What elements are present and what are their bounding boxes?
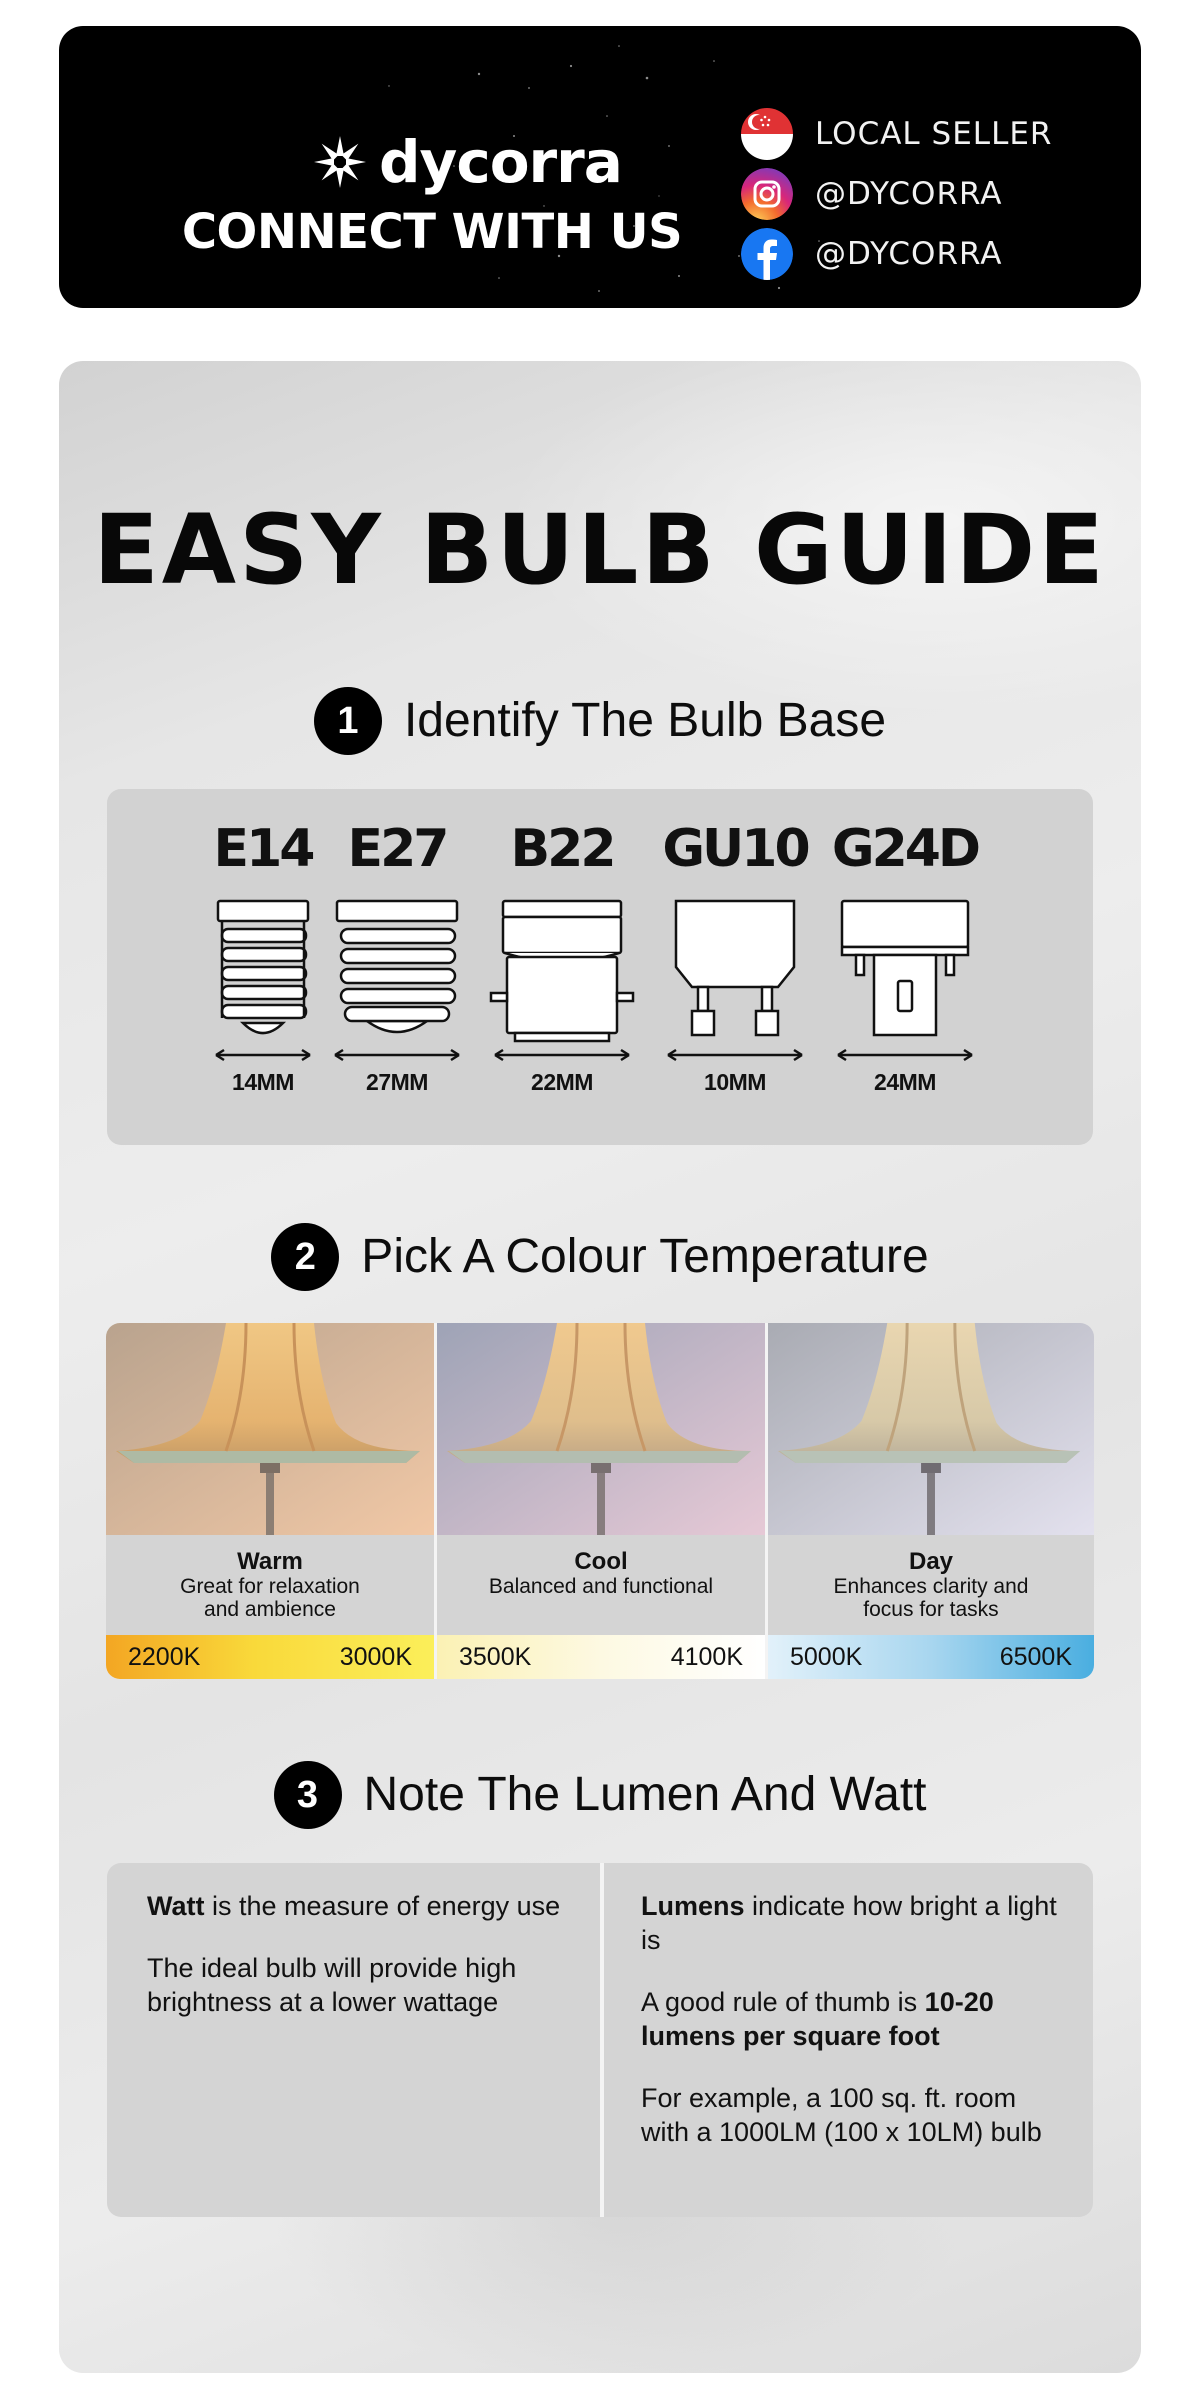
- gu10-base-icon: [660, 893, 810, 1063]
- warm-lamp-photo: [106, 1323, 434, 1535]
- base-name: B22: [510, 819, 614, 879]
- watt-column: [147, 1889, 567, 2047]
- temperature-desc-line2: and ambience: [204, 1598, 336, 1621]
- lumens-definition-text: indicate how bright a light is: [641, 1891, 1057, 1955]
- rule-value: 10-20 lumens per square foot: [641, 1987, 994, 2051]
- brand-logo: [309, 130, 622, 194]
- temperature-warm: [106, 1323, 434, 1679]
- social-item-local-seller[interactable]: [741, 104, 1052, 164]
- temperature-cool: [437, 1323, 765, 1679]
- base-name: GU10: [662, 819, 808, 879]
- bulb-guide-card: [59, 361, 1141, 2373]
- base-size: 14MM: [232, 1069, 294, 1095]
- step-3-heading: [59, 1761, 1141, 1829]
- base-size: 22MM: [531, 1069, 593, 1095]
- base-g24d: [830, 819, 980, 1096]
- watt-tip: The ideal bulb will provide high brightness at a lower wattage: [147, 1953, 517, 2017]
- instagram-icon: [741, 168, 793, 220]
- step-2-heading: [59, 1223, 1141, 1291]
- temperature-name: Day: [908, 1548, 954, 1575]
- lumens-column: [641, 1889, 1071, 2177]
- base-size: 24MM: [874, 1069, 936, 1095]
- social-label-instagram: @DYCORRA: [815, 176, 1003, 212]
- watt-definition-text: is the measure of energy use: [204, 1891, 561, 1921]
- lumen-example: For example, a 100 sq. ft. room with a 1000LM (100 x 10LM) bulb: [641, 2083, 1042, 2147]
- temperature-info: [106, 1535, 434, 1635]
- base-b22: [487, 819, 637, 1096]
- cool-lamp-photo: [437, 1323, 765, 1535]
- step-title: Pick A Colour Temperature: [361, 1230, 929, 1283]
- singapore-flag-icon: [741, 108, 793, 160]
- temperature-range-bar: [106, 1635, 434, 1679]
- g24d-base-icon: [830, 893, 980, 1063]
- lumen-watt-panel: [107, 1863, 1093, 2217]
- social-label-local-seller: LOCAL SELLER: [815, 116, 1053, 152]
- rule-prefix: A good rule of thumb is: [641, 1987, 925, 2017]
- base-size: 10MM: [704, 1069, 766, 1095]
- step-title: Identify The Bulb Base: [403, 694, 887, 747]
- temperature-info: [768, 1535, 1094, 1635]
- base-e14: [188, 819, 338, 1096]
- temperature-range-bar: [768, 1635, 1094, 1679]
- temperature-max: 3000K: [339, 1642, 412, 1671]
- page-title: EASY BULB GUIDE: [93, 494, 1107, 606]
- day-lamp-photo: [768, 1323, 1094, 1535]
- e27-base-icon: [327, 893, 467, 1063]
- base-e27: [322, 819, 472, 1096]
- rule-of-thumb: [641, 1985, 1071, 2053]
- social-label-facebook: @DYCORRA: [815, 236, 1003, 272]
- e14-base-icon: [208, 893, 318, 1063]
- base-name: E14: [213, 819, 313, 879]
- temperature-name: Cool: [574, 1548, 628, 1575]
- facebook-icon: [741, 228, 793, 280]
- temperature-max: 4100K: [670, 1642, 743, 1671]
- temperature-day: [768, 1323, 1094, 1679]
- dycorra-logo-icon: [309, 131, 371, 193]
- b22-base-icon: [487, 893, 637, 1063]
- social-item-facebook[interactable]: [741, 224, 1052, 284]
- temperature-info: [437, 1535, 765, 1635]
- temperature-desc-line1: Great for relaxation: [180, 1575, 360, 1598]
- social-item-instagram[interactable]: [741, 164, 1052, 224]
- temperature-range-bar: [437, 1635, 765, 1679]
- connect-heading: CONNECT WITH US: [181, 204, 683, 260]
- column-divider: [600, 1863, 604, 2217]
- colour-temperature-panel: [106, 1323, 1094, 1679]
- step-title: Note The Lumen And Watt: [363, 1768, 927, 1821]
- step-number-badge: 1: [314, 687, 382, 755]
- social-banner: [59, 26, 1141, 308]
- social-links: [741, 104, 1052, 284]
- temperature-max: 6500K: [999, 1642, 1072, 1671]
- temperature-name: Warm: [237, 1548, 303, 1575]
- brand-name: dycorra: [379, 128, 622, 196]
- base-name: G24D: [831, 819, 979, 879]
- temperature-desc-line2: focus for tasks: [863, 1598, 999, 1621]
- step-number-badge: 3: [274, 1761, 342, 1829]
- temperature-min: 5000K: [790, 1642, 863, 1671]
- bulb-base-panel: [107, 789, 1093, 1145]
- watt-definition: [147, 1889, 567, 1923]
- base-name: E27: [347, 819, 447, 879]
- lumens-definition: [641, 1889, 1071, 1957]
- watt-term: Watt: [147, 1891, 205, 1921]
- step-1-heading: [59, 687, 1141, 755]
- base-gu10: [660, 819, 810, 1096]
- step-number-badge: 2: [271, 1223, 339, 1291]
- temperature-desc-line1: Enhances clarity and: [833, 1575, 1029, 1598]
- temperature-min: 2200K: [128, 1642, 201, 1671]
- temperature-min: 3500K: [459, 1642, 532, 1671]
- base-size: 27MM: [366, 1069, 428, 1095]
- lumens-term: Lumens: [641, 1891, 745, 1921]
- temperature-desc-line1: Balanced and functional: [488, 1575, 714, 1598]
